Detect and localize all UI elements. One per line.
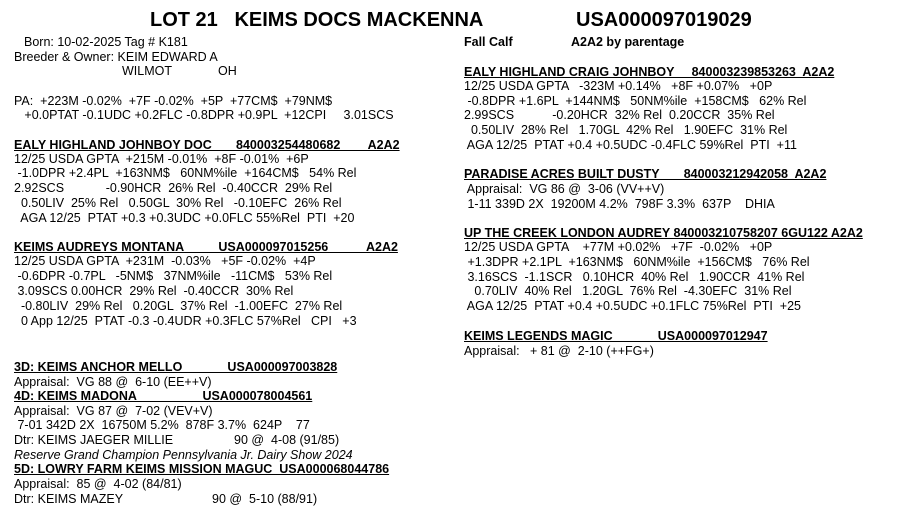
dam-line-2: -0.6DPR -0.7PL -5NM$ 37NM%ile -11CM$ 53% Rel [14, 269, 333, 283]
sire-line-1: 12/25 USDA GPTA +215M -0.01% +8F -0.01% +6P [14, 152, 309, 166]
sire-line-3: 2.92SCS -0.90HCR 26% Rel -0.40CCR 29% Rel [14, 181, 333, 195]
dam-of-sire-dam-line-1: 12/25 USDA GPTA +77M +0.02% +7F -0.02% +0P [464, 240, 773, 254]
breeder-line: Breeder & Owner: KEIM EDWARD A [14, 50, 218, 64]
sire-line-5: AGA 12/25 PTAT +0.3 +0.3UDC +0.0FLC 55%Rel PTI +20 [14, 211, 355, 225]
fourth-dam-award: Reserve Grand Champion Pennsylvania Jr. Dairy Show 2024 [14, 448, 353, 462]
registration-number: USA000097019029 [576, 9, 752, 31]
dam-name: KEIMS AUDREYS MONTANA USA000097015256 A2A2 [14, 240, 398, 254]
dam-of-sire-dam-line-2: +1.3DPR +2.1PL +163NM$ 60NM%ile +156CM$ 76% Rel [464, 255, 810, 269]
sire-of-sire-line-2: -0.8DPR +1.6PL +144NM$ 50NM%ile +158CM$ 62% Rel [464, 94, 807, 108]
sire-of-sire-line-1: 12/25 USDA GPTA -323M +0.14% +8F +0.07% +0P [464, 79, 773, 93]
dam-of-sire-dam-line-3: 3.16SCS -1.1SCR 0.10HCR 40% Rel 1.90CCR 41% Rel [464, 270, 805, 284]
sire-line-2: -1.0DPR +2.4PL +163NM$ 60NM%ile +164CM$ 54% Rel [14, 166, 357, 180]
dam-of-sire-name: PARADISE ACRES BUILT DUSTY 840003212942058 A2A2 [464, 167, 827, 181]
dam-of-sire-dam-name: UP THE CREEK LONDON AUDREY 840003210758207 6GU122 A2A2 [464, 226, 863, 240]
dam-of-sire-record: 1-11 339D 2X 19200M 4.2% 798F 3.3% 637P DHIA [464, 197, 775, 211]
maternal-sire-appraisal: Appraisal: + 81 @ 2-10 (++FG+) [464, 344, 654, 358]
born-line: Born: 10-02-2025 Tag # K181 [24, 35, 188, 49]
third-dam-name: 3D: KEIMS ANCHOR MELLO USA000097003828 [14, 360, 338, 374]
sire-of-sire-line-3: 2.99SCS -0.20HCR 32% Rel 0.20CCR 35% Rel [464, 108, 775, 122]
pa-line-1: PA: +223M -0.02% +7F -0.02% +5P +77CM$ +79NM$ [14, 94, 333, 108]
a2-status: A2A2 by parentage [571, 35, 685, 49]
dam-line-1: 12/25 USDA GPTA +231M -0.03% +5F -0.02% +4P [14, 254, 316, 268]
sire-line-4: 0.50LIV 25% Rel 0.50GL 30% Rel -0.10EFC 26% Rel [14, 196, 342, 210]
location-town: WILMOT [122, 64, 172, 78]
lot-title: LOT 21 KEIMS DOCS MACKENNA [150, 9, 484, 31]
sire-of-sire-line-5: AGA 12/25 PTAT +0.4 +0.5UDC -0.4FLC 59%Rel PTI +11 [464, 138, 797, 152]
calf-class: Fall Calf [464, 35, 513, 49]
dam-line-5: 0 App 12/25 PTAT -0.3 -0.4UDR +0.3FLC 57%Rel CPI +3 [14, 314, 357, 328]
fifth-dam-appraisal: Appraisal: 85 @ 4-02 (84/81) [14, 477, 182, 491]
fourth-dam-record: 7-01 342D 2X 16750M 5.2% 878F 3.7% 624P 77 [14, 418, 310, 432]
sire-of-sire-line-4: 0.50LIV 28% Rel 1.70GL 42% Rel 1.90EFC 31% Rel [464, 123, 788, 137]
third-dam-appraisal: Appraisal: VG 88 @ 6-10 (EE++V) [14, 375, 212, 389]
fourth-dam-daughter: Dtr: KEIMS JAEGER MILLIE [14, 433, 174, 447]
fourth-dam-appraisal: Appraisal: VG 87 @ 7-02 (VEV+V) [14, 404, 213, 418]
sire-name: EALY HIGHLAND JOHNBOY DOC 840003254480682 A2A2 [14, 138, 400, 152]
fifth-dam-name: 5D: LOWRY FARM KEIMS MISSION MAGUC USA000068044786 [14, 462, 390, 476]
fifth-dam-daughter-score: 90 @ 5-10 (88/91) [212, 492, 318, 506]
dam-of-sire-dam-line-4: 0.70LIV 40% Rel 1.20GL 76% Rel -4.30EFC 31% Rel [464, 284, 792, 298]
fifth-dam-daughter: Dtr: KEIMS MAZEY [14, 492, 124, 506]
fourth-dam-daughter-score: 90 @ 4-08 (91/85) [234, 433, 340, 447]
dam-line-4: -0.80LIV 29% Rel 0.20GL 37% Rel -1.00EFC 27% Rel [14, 299, 343, 313]
fourth-dam-name: 4D: KEIMS MADONA USA000078004561 [14, 389, 313, 403]
sire-of-sire-name: EALY HIGHLAND CRAIG JOHNBOY 840003239853263 A2A2 [464, 65, 835, 79]
maternal-sire-name: KEIMS LEGENDS MAGIC USA000097012947 [464, 329, 768, 343]
dam-of-sire-appraisal: Appraisal: VG 86 @ 3-06 (VV++V) [464, 182, 665, 196]
location-state: OH [218, 64, 237, 78]
pa-line-2: +0.0PTAT -0.1UDC +0.2FLC -0.8DPR +0.9PL +12CPI 3.01SCS [14, 108, 394, 122]
dam-line-3: 3.09SCS 0.00HCR 29% Rel -0.40CCR 30% Rel [14, 284, 294, 298]
dam-of-sire-dam-line-5: AGA 12/25 PTAT +0.4 +0.5UDC +0.1FLC 75%Rel PTI +25 [464, 299, 801, 313]
